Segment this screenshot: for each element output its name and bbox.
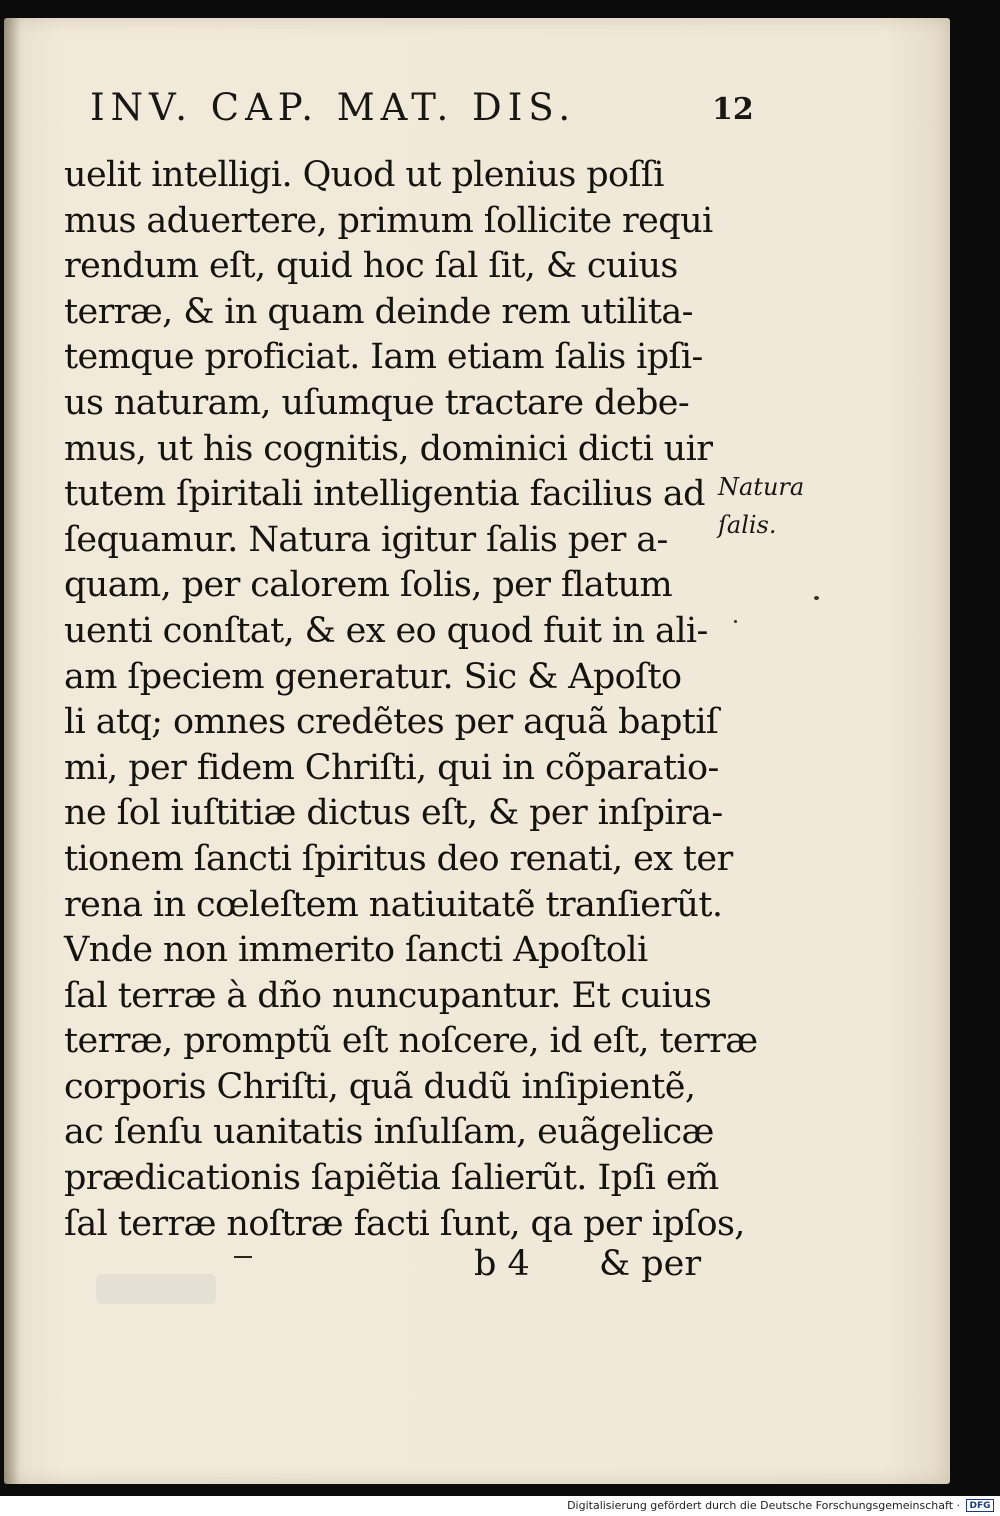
text-line: corporis Chriſti, quã dudũ inſipientẽ, <box>64 1066 696 1107</box>
text-line: tionem ſancti ſpiritus deo renati, ex ter <box>64 838 733 879</box>
text-line: uelit intelligi. Quod ut plenius poſſi <box>64 155 664 195</box>
running-head: INV. CAP. MAT. DIS. <box>90 86 577 129</box>
text-line: li atq; omnes credẽtes per aquã baptiſ <box>64 702 719 743</box>
text-line: ne ſol iuſtitiæ dictus eſt, & per inſpira- <box>64 793 723 834</box>
text-line: quam, per calorem ſolis, per flatum <box>64 565 673 606</box>
ink-speck <box>814 596 819 600</box>
spine-shadow <box>4 18 20 1484</box>
ink-mark <box>234 1256 252 1258</box>
marginal-note-line: Natura <box>718 473 805 501</box>
text-line: ac ſenſu uanitatis inſulſam, euãgelicæ <box>64 1112 714 1153</box>
show-through-stain <box>96 1274 216 1304</box>
text-line: ſequamur. Natura igitur ſalis per a- <box>64 519 668 560</box>
text-line: ſal terræ noſtræ facti ſunt, qa per ipſos, <box>64 1203 745 1244</box>
text-line: rendum eſt, quid hoc ſal ſit, & cuius <box>64 246 678 287</box>
folio-number: 12 <box>712 92 754 127</box>
text-line: mus, ut his cognitis, dominici dicti uir <box>64 428 713 469</box>
text-line: mus aduertere, primum ſollicite requi <box>64 200 713 241</box>
marginal-note <box>718 468 804 544</box>
text-line: tutem ſpiritali intelligentia facilius ad <box>64 474 705 515</box>
credit-bar <box>0 1496 1000 1516</box>
text-line: us naturam, uſumque tractare debe- <box>64 382 690 423</box>
body-text <box>64 153 758 1247</box>
book-page <box>4 18 950 1484</box>
dfg-logo-icon: DFG <box>966 1499 994 1512</box>
text-line: Vnde non immerito ſancti Apoſtoli <box>64 930 648 971</box>
text-line: prædicationis ſapiẽtia ſalierũt. Ipſi em̃ <box>64 1158 719 1199</box>
text-line: terræ, promptũ eſt noſcere, id eſt, terræ <box>64 1021 758 1062</box>
credit-text: Digitalisierung gefördert durch die Deutsche Forschungsgemeinschaft · <box>567 1499 960 1512</box>
text-line: rena in cœleſtem natiuitatẽ tranſierũt. <box>64 884 723 925</box>
text-line: mi, per fidem Chriſti, qui in cõparatio- <box>64 747 719 788</box>
signature-mark: b 4 <box>474 1244 530 1284</box>
catchword: & per <box>598 1244 702 1284</box>
marginal-note-line: ſalis. <box>718 511 777 539</box>
ink-speck <box>734 620 737 623</box>
text-line: temque proficiat. Iam etiam ſalis ipſi- <box>64 337 703 378</box>
text-line: ſal terræ à dño nuncupantur. Et cuius <box>64 975 712 1016</box>
text-line: am ſpeciem generatur. Sic & Apoſto <box>64 656 682 697</box>
text-line: terræ, & in quam deinde rem utilita- <box>64 291 693 332</box>
signature-catchword-line <box>474 1244 701 1284</box>
text-line: uenti conſtat, & ex eo quod fuit in ali- <box>64 610 708 651</box>
